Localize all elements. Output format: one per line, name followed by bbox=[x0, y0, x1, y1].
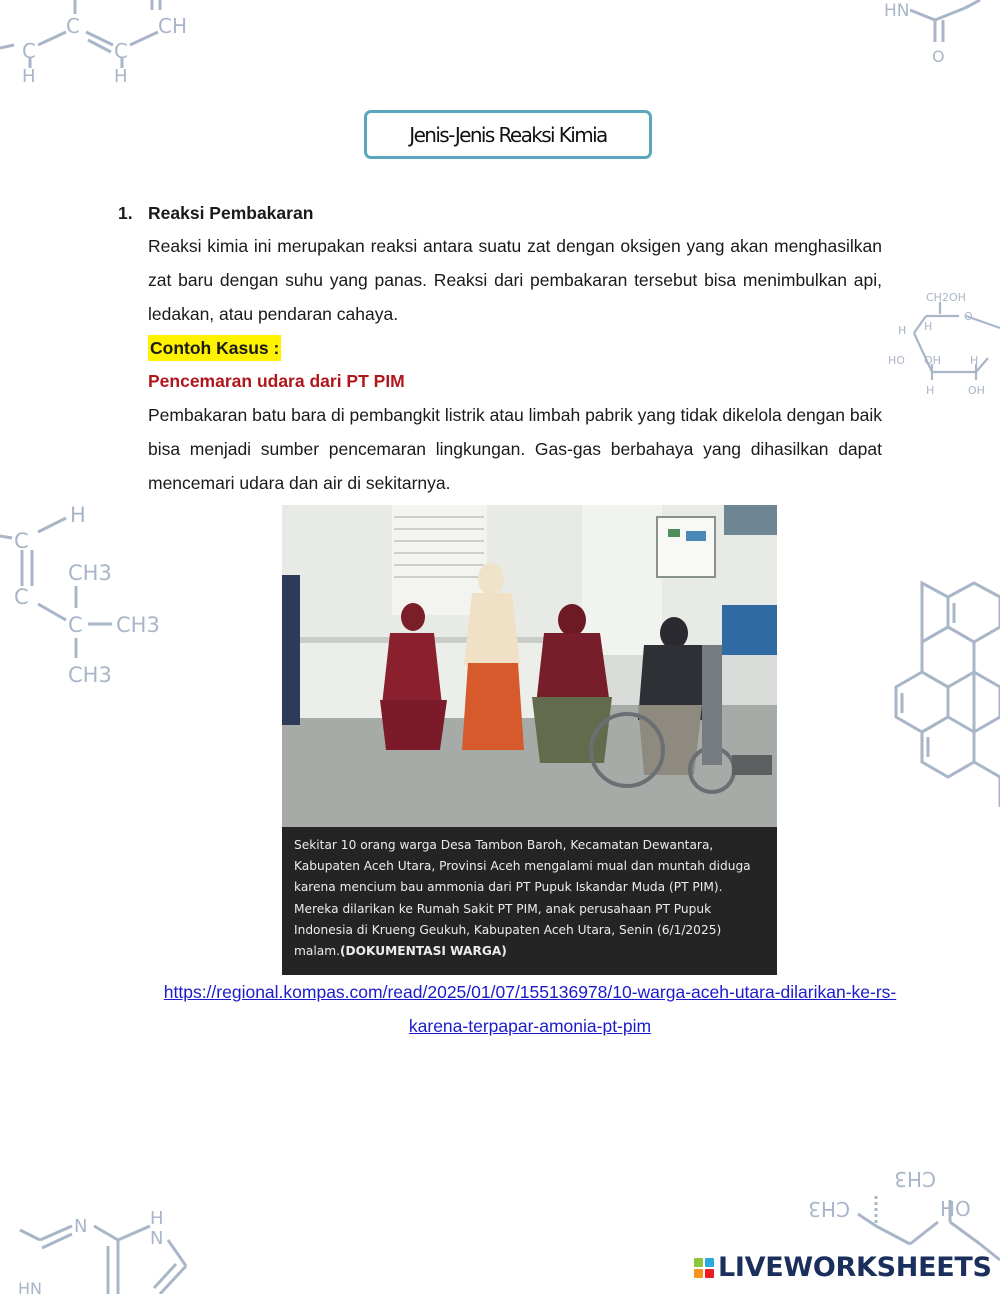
atom-label: H bbox=[924, 320, 933, 333]
atom-label: H bbox=[898, 324, 907, 337]
photo-credit: (DOKUMENTASI WARGA) bbox=[339, 944, 507, 959]
atom-label: CH3 bbox=[894, 1167, 936, 1191]
molecule-decoration-bottom-left bbox=[0, 1200, 210, 1294]
brand-wordmark: LIVEWORKSHEETS bbox=[718, 1252, 992, 1283]
molecule-decoration-left-tbutyl bbox=[0, 500, 180, 690]
atom-label: H bbox=[70, 503, 86, 527]
source-link[interactable]: https://regional.kompas.com/read/2025/01/07/155136978/10-warga-aceh-utara-dilarikan-ke-rs-karena-terpapar-amonia-pt-pim bbox=[163, 982, 897, 1036]
atom-label: C bbox=[68, 613, 83, 637]
logo-square bbox=[694, 1269, 703, 1278]
atom-label: H bbox=[970, 354, 979, 367]
molecule-decoration-right-sugar bbox=[884, 288, 1000, 400]
liveworksheets-logo-icon bbox=[694, 1258, 714, 1278]
atom-label: O bbox=[932, 47, 945, 66]
atom-label: CH3 bbox=[68, 663, 112, 687]
atom-label: C bbox=[114, 39, 128, 63]
section-number: 1. bbox=[118, 203, 133, 223]
photo-caption-text: Sekitar 10 orang warga Desa Tambon Baroh, Kecamatan Dewantara, Kabupaten Aceh Utara, Provinsi Aceh mengalami mual dan muntah diduga karena mencium bau ammonia dari PT Pupuk Iskandar Muda (PT PIM). Mereka dilarikan ke Rumah Sakit PT PIM, anak perusahaan PT Pupuk Indonesia di Krueng Geukuh, Kabupaten Aceh Utara, Senin (6/1/2025) malam. bbox=[294, 838, 751, 959]
section-reaksi-pembakaran bbox=[118, 196, 882, 501]
atom-label: CH3 bbox=[116, 613, 160, 637]
logo-square bbox=[705, 1269, 714, 1278]
logo-square bbox=[705, 1258, 714, 1267]
atom-label: CH bbox=[158, 14, 188, 38]
molecule-decoration-top-left bbox=[0, 0, 210, 90]
atom-label: HO bbox=[888, 354, 905, 367]
logo-square bbox=[694, 1258, 703, 1267]
liveworksheets-brand bbox=[694, 1252, 992, 1283]
molecule-decoration-right-pyrene bbox=[884, 575, 1000, 825]
atom-label: C bbox=[14, 529, 29, 553]
atom-label: H bbox=[926, 384, 935, 397]
atom-label: HN bbox=[884, 1, 910, 21]
atom-label: C bbox=[22, 39, 36, 63]
page-title-box bbox=[364, 110, 652, 159]
page-title: Jenis-Jenis Reaksi Kimia bbox=[409, 122, 607, 147]
section-heading bbox=[118, 196, 882, 230]
atom-label: C bbox=[14, 585, 29, 609]
atom-label: C bbox=[66, 14, 80, 38]
atom-label: N bbox=[74, 1216, 88, 1237]
atom-label: OH bbox=[924, 354, 941, 367]
atom-label: HN bbox=[18, 1279, 42, 1294]
atom-label: OH bbox=[968, 384, 985, 397]
photo-caption bbox=[282, 827, 777, 975]
section-heading-text: Reaksi Pembakaran bbox=[148, 203, 314, 223]
atom-label: CH3 bbox=[68, 561, 112, 585]
hospital-scene-image bbox=[282, 505, 777, 827]
atom-label: H bbox=[150, 1208, 164, 1229]
atom-label: CH2OH bbox=[926, 291, 966, 304]
news-photo bbox=[282, 505, 777, 975]
case-paragraph: Pembakaran batu bara di pembangkit listrik atau limbah pabrik yang tidak dikelola dengan baik bisa menjadi sumber pencemaran lingkungan. Gas-gas berbahaya yang dihasilkan dapat mencemari udara dan air di sekitarnya. bbox=[148, 405, 882, 493]
atom-label: N bbox=[150, 1228, 164, 1249]
atom-label: H bbox=[22, 66, 36, 87]
atom-label: O bbox=[964, 310, 973, 323]
case-label: Contoh Kasus : bbox=[148, 335, 281, 361]
definition-paragraph: Reaksi kimia ini merupakan reaksi antara suatu zat dengan oksigen yang akan menghasilkan zat baru dengan suhu yang panas. Reaksi dari pembakaran tersebut bisa menimbulkan api, ledakan, atau pendaran cahaya. bbox=[148, 236, 882, 324]
case-title: Pencemaran udara dari PT PIM bbox=[148, 371, 405, 392]
atom-label: H bbox=[114, 66, 128, 87]
atom-label: CH3 bbox=[808, 1197, 850, 1221]
molecule-decoration-top-right bbox=[880, 0, 1000, 70]
atom-label: HO bbox=[940, 1197, 971, 1221]
